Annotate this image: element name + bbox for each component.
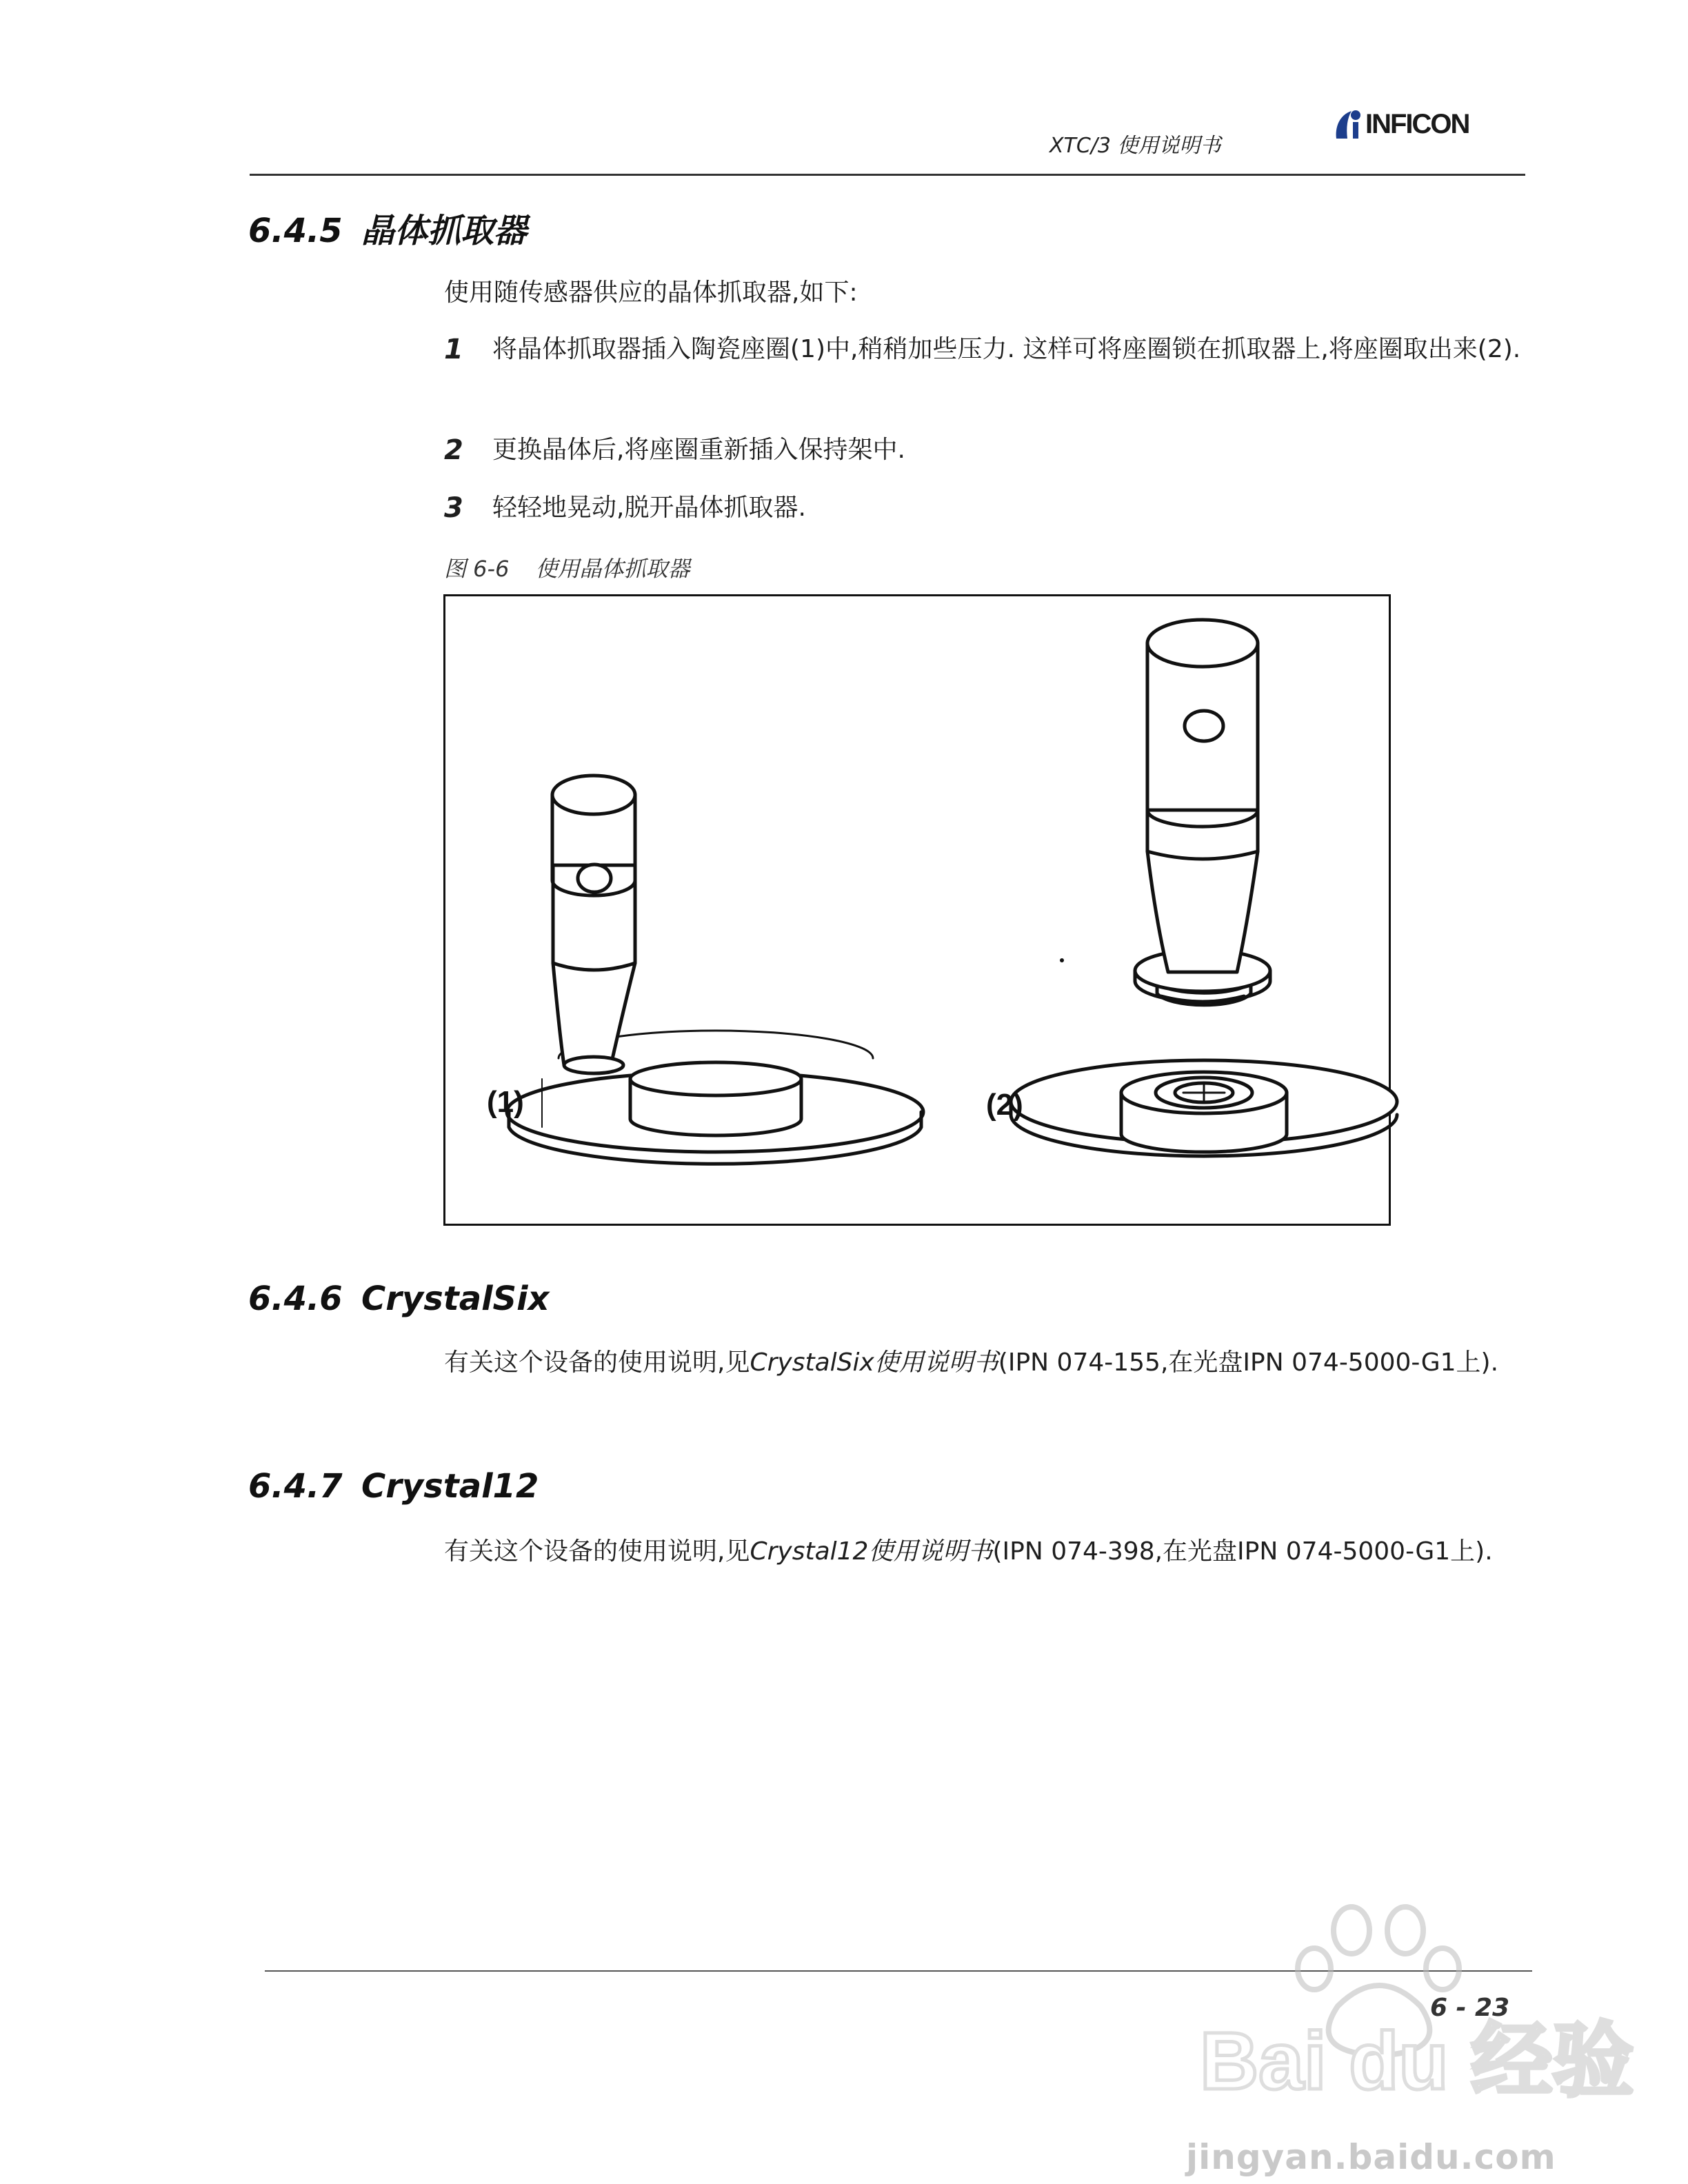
intro-paragraph: 使用随传感器供应的晶体抓取器,如下: [444, 279, 858, 307]
paragraph-text: (IPN 074-155,在光盘IPN 074-5000-G1上). [998, 1348, 1499, 1377]
step-3 [444, 487, 1582, 529]
step-text: 轻轻地晃动,脱开晶体抓取器. [492, 494, 806, 522]
paragraph-text: (IPN 074-398,在光盘IPN 074-5000-G1上). [992, 1537, 1493, 1566]
baidu-watermark [1186, 1903, 1634, 2165]
figure-caption-label: 图 6-6 [444, 556, 510, 582]
figure-caption-text: 使用晶体抓取器 [535, 556, 690, 582]
figure-label-1: (1) [487, 1085, 524, 1119]
section-number: 6.4.7 [248, 1467, 343, 1506]
step-text: 将晶体抓取器插入陶瓷座圈(1)中,稍稍加些压力. 这样可将座圈锁在抓取器上,将座圈取出来(2). [492, 335, 1521, 363]
section-heading-6-4-6 [248, 1280, 550, 1318]
paragraph-text: 有关这个设备的使用说明,见 [444, 1537, 750, 1566]
section-title: 晶体抓取器 [361, 212, 528, 250]
section-title: CrystalSix [361, 1280, 550, 1318]
document-title: XTC/3 使用说明书 [1049, 134, 1221, 158]
step-number: 3 [444, 492, 463, 524]
step-text: 更换晶体后,将座圈重新插入保持架中. [492, 436, 905, 464]
crystal-snatcher-drawing [445, 596, 1389, 1224]
manual-reference: CrystalSix使用说明书 [750, 1348, 998, 1377]
step-2 [444, 429, 1582, 472]
figure-label-2: (2) [986, 1088, 1023, 1122]
header-rule [250, 174, 1525, 176]
crystalsix-paragraph [444, 1342, 1499, 1384]
watermark-url: jingyan.baidu.com [1186, 2137, 1556, 2177]
watermark-brand: Bai du 经验 [1200, 2016, 1634, 2107]
crystal12-paragraph [444, 1530, 1499, 1573]
manual-reference: Crystal12使用说明书 [750, 1537, 993, 1566]
inficon-logo [1332, 103, 1532, 145]
page-number: 6 - 23 [1430, 1994, 1510, 2022]
inficon-logo-icon [1332, 107, 1364, 141]
section-number: 6.4.6 [248, 1280, 343, 1318]
logo-text: INFICON [1365, 108, 1469, 139]
crystal-snatcher-figure [443, 594, 1391, 1226]
step-number: 1 [444, 334, 463, 365]
paragraph-text: 有关这个设备的使用说明,见 [444, 1348, 750, 1377]
section-heading-6-4-5 [248, 204, 527, 252]
step-number: 2 [444, 434, 463, 466]
step-1 [444, 328, 1582, 371]
section-number: 6.4.5 [248, 212, 343, 250]
figure-caption [444, 552, 690, 583]
snatcher-lifted-drawing [1011, 620, 1397, 1156]
section-heading-6-4-7 [248, 1467, 539, 1506]
snatcher-inserted-drawing [507, 776, 923, 1164]
section-title: Crystal12 [361, 1467, 539, 1506]
